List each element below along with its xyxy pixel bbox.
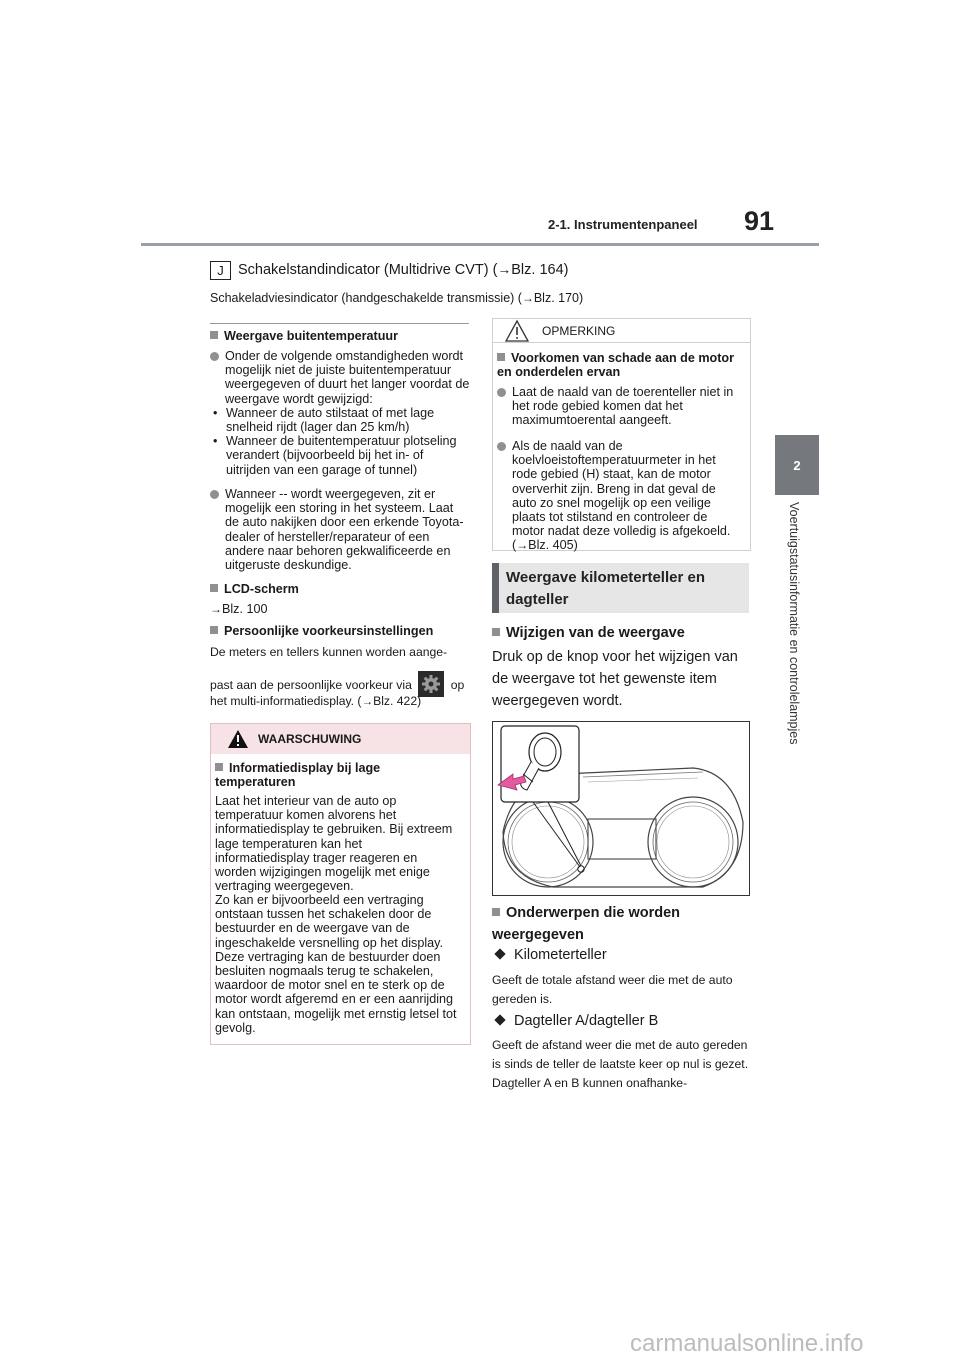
- note-subtitle-text: Voorkomen van schade aan de motor en onderdelen ervan: [497, 351, 735, 380]
- bullet-text: Onder de volgende omstandigheden wordt mogelijk niet de juiste buitentemperatuur weergegeven of duurt het langer voordat de weergave wordt gewijzigd:: [225, 349, 470, 406]
- pref-line-3: [210, 694, 470, 709]
- arrow-icon: →: [361, 696, 374, 708]
- shift-advice-ref: Blz. 170): [533, 291, 584, 305]
- pref-ref: Blz. 422): [373, 694, 422, 708]
- warning-paragraph-1: Laat het interieur van de auto op temperatuur komen alvorens het informatiedisplay te gebruiken. Bij extreem lage temperaturen kan het informatiedisplay trager reageren en worden wijzigingen mogelijk met enige vertraging weergegeven.: [215, 794, 453, 894]
- shift-advice-line: [210, 291, 583, 305]
- note-bullet-1: [497, 385, 740, 428]
- page-number: 91: [744, 206, 775, 236]
- outside-temp-bullet-2: [210, 487, 470, 572]
- arrow-icon: →: [497, 262, 512, 277]
- square-bullet-icon: [210, 331, 218, 339]
- square-bullet-icon: [492, 908, 500, 916]
- diamond-bullet-icon: [494, 948, 505, 959]
- section-title: 2-1. Instrumentenpaneel: [548, 217, 698, 232]
- odo-item: [492, 944, 749, 966]
- watermark: carmanualsonline.info: [630, 1330, 864, 1357]
- round-bullet-icon: [210, 490, 219, 499]
- round-bullet-icon: [497, 442, 506, 451]
- chapter-number: 2: [793, 458, 801, 473]
- round-bullet-icon: [210, 352, 219, 361]
- note-subtitle: [497, 351, 740, 379]
- diamond-bullet-icon: [494, 1014, 505, 1025]
- square-bullet-icon: [210, 584, 218, 592]
- sub-item-text: Wanneer de buitentemperatuur plotseling verandert (bijvoorbeeld bij het in- of uitrijden van een garage of tunnel): [226, 434, 457, 477]
- arrow-icon: →: [210, 602, 222, 616]
- bullet-item: [497, 385, 740, 428]
- trip-description: Geeft de afstand weer die met de auto gereden is sinds de teller de laatste keer op nul is gezet. Dagteller A en B kunnen onafhanke-: [492, 1038, 749, 1090]
- bullet-text: Wanneer -- wordt weergegeven, zit er mogelijk een storing in het systeem. Laat de auto nakijken door een erkende Toyota-dealer of hersteller/reparateur of een andere naar behoren gekwalificeerde en uitgeruste deskundige.: [225, 487, 464, 573]
- change-title: Wijzigen van de weergave: [506, 625, 685, 641]
- pref-heading: [210, 624, 470, 638]
- item-j-text: Schakelstandindicator (Multidrive CVT) (: [238, 262, 498, 278]
- notice-triangle-icon: [504, 319, 530, 348]
- warning-subtitle: [215, 761, 460, 789]
- bullet-text: Laat de naald van de toerenteller niet in het rode gebied komen dat het maximumtoerental aangeeft.: [512, 385, 734, 428]
- outside-temp-heading: [210, 329, 470, 343]
- note-header-rule: [493, 342, 750, 343]
- odo-label: Kilometerteller: [514, 947, 607, 963]
- pref-line-2b: op: [450, 678, 465, 692]
- note-ref: Blz. 405): [528, 538, 578, 553]
- pref-line-3-text: het multi-informatiedisplay. (: [210, 694, 362, 708]
- square-bullet-icon: [492, 628, 500, 636]
- bullet-item: [497, 439, 740, 553]
- trip-label: Dagteller A/dagteller B: [514, 1013, 659, 1029]
- sub-item-text: Wanneer de auto stilstaat of met lage snelheid rijdt (lager dan 25 km/h): [226, 405, 435, 435]
- lcd-ref: Blz. 100: [221, 602, 268, 616]
- note-bullet-2: [497, 439, 740, 553]
- change-display-heading: [492, 622, 749, 644]
- warning-title: WAARSCHUWING: [258, 732, 362, 746]
- shift-advice-text: Schakeladviesindicator (handgeschakelde transmissie) (: [210, 291, 522, 305]
- outside-temp-list: [210, 349, 470, 477]
- change-display-text: Druk op de knop voor het wijzigen van de weergave tot het gewenste item weergegeven wordt.: [492, 649, 738, 709]
- warning-triangle-icon: [227, 729, 249, 754]
- bullet-item: [210, 487, 470, 572]
- instrument-cluster-illustration: [492, 721, 750, 896]
- trip-item: [492, 1010, 749, 1032]
- pref-line-1: De meters en tellers kunnen worden aange-: [210, 645, 448, 659]
- header-rule: [141, 243, 819, 246]
- pref-title: Persoonlijke voorkeursinstellingen: [224, 624, 434, 638]
- sub-item: [210, 406, 470, 434]
- chapter-side-label: [787, 502, 807, 802]
- sub-item: [210, 434, 470, 477]
- square-bullet-icon: [210, 626, 218, 634]
- round-bullet-icon: [497, 388, 506, 397]
- lcd-ref-line: [210, 602, 470, 616]
- warning-subtitle-text: Informatiedisplay bij lage temperaturen: [215, 761, 381, 790]
- subjects-title: Onderwerpen die worden weergegeven: [492, 905, 681, 943]
- left-column-rule: [210, 323, 469, 324]
- odo-description: Geeft de totale afstand weer die met de auto gereden is.: [492, 973, 733, 1006]
- lcd-title: LCD-scherm: [224, 582, 299, 596]
- note-title: OPMERKING: [542, 324, 616, 338]
- chapter-label-text: Voertuigstatusinformatie en controlelampjes: [787, 502, 801, 745]
- warning-paragraph-2: Zo kan er bijvoorbeeld een vertraging ontstaan tussen het schakelen door de bestuurder en de weergave van de ingeschakelde versnelling op het display. Deze vertraging kan de bestuurder doen besluiten nogmaals terug te schakelen, waardoor de motor snel en te sterk op de motor wordt afgeremd en er een aanrijding kan ontstaan, mogelijk met ernstig letsel tot gevolg.: [215, 893, 457, 1035]
- arrow-icon: →: [516, 538, 529, 553]
- item-j-ref: Blz. 164): [511, 262, 569, 278]
- chapter-tab: [775, 435, 819, 495]
- square-bullet-icon: [215, 763, 223, 771]
- section-heading-text: Weergave kilometerteller en dagteller: [506, 569, 705, 608]
- item-j-label: J: [210, 261, 231, 280]
- pref-line-2a: past aan de persoonlijke voorkeur via: [210, 678, 412, 692]
- lcd-heading: [210, 582, 470, 596]
- square-bullet-icon: [497, 353, 505, 361]
- subjects-heading: [492, 902, 742, 946]
- bullet-text: Als de naald van de koelvloeistoftemperatuurmeter in het rode gebied (H) staat, kan de motor oververhit zijn. Breng in dat geval de auto zo snel mogelijk op een veilige plaats tot stilstand en controleer de motor nadat deze volledig is afgekoeld. (: [512, 439, 731, 553]
- section-heading-bar: [492, 563, 499, 613]
- outside-temp-title: Weergave buitentemperatuur: [224, 329, 399, 343]
- item-j-description: [238, 262, 568, 278]
- bullet-item: [210, 349, 470, 406]
- arrow-icon: →: [521, 291, 534, 305]
